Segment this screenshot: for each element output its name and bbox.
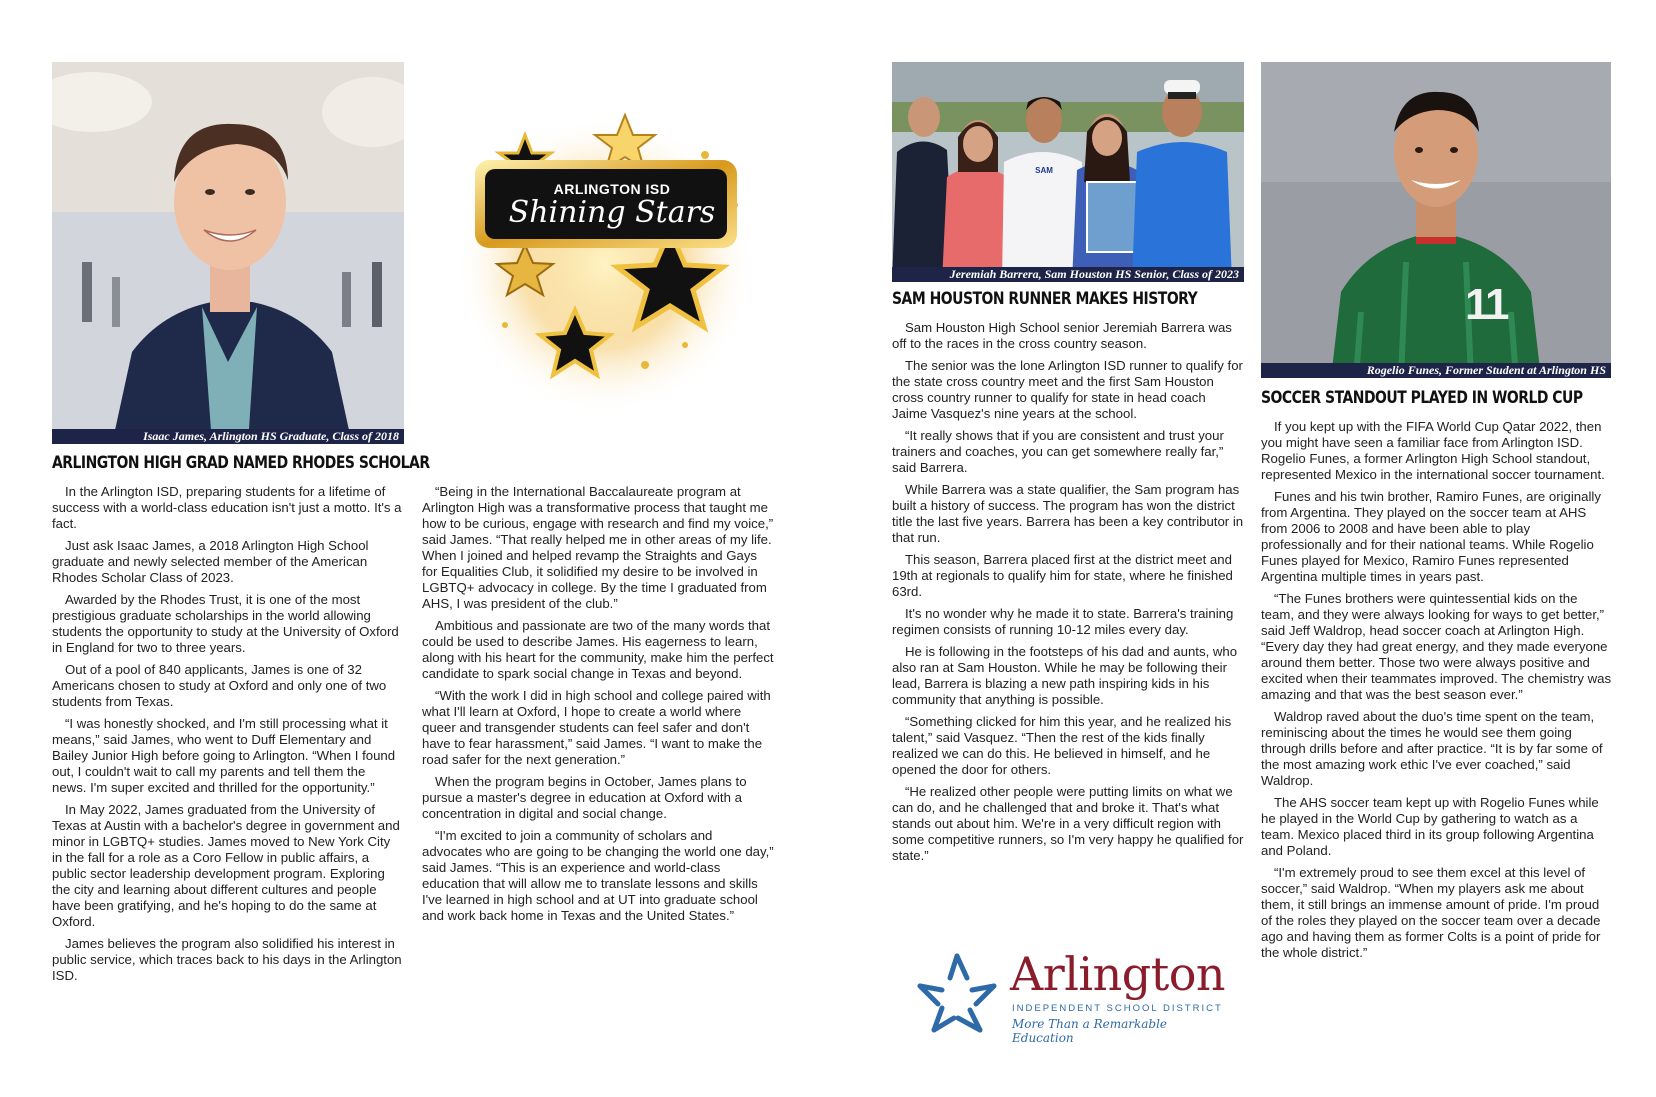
logo-sub: INDEPENDENT SCHOOL DISTRICT xyxy=(1012,1003,1223,1014)
paragraph: “Something clicked for him this year, and he realized his talent,” said Vasquez. “Then the rest of the kids finally realized we can do this. He believed in himself, and he opened the door for others. xyxy=(892,714,1232,777)
story1-column1 xyxy=(52,484,402,990)
family-illustration xyxy=(892,62,1244,282)
photo-caption: Rogelio Funes, Former Student at Arlington HS xyxy=(1261,363,1611,378)
shirt-text: SAM xyxy=(1035,166,1053,175)
paragraph: Funes and his twin brother, Ramiro Funes, are originally from Argentina. They played on the soccer team at AHS from 2006 to 2008 and have been able to play professionally and for their national teams. While Rogelio Funes played for Mexico, Ramiro Funes represented Argentina multiple times in years past. xyxy=(1261,489,1601,584)
stars-graphic xyxy=(445,95,765,415)
paragraph: “It really shows that if you are consistent and trust your trainers and coaches, you can get somewhere really far,” said Barrera. xyxy=(892,428,1224,475)
paragraph: Sam Houston High School senior Jeremiah Barrera was off to the races in the cross country season. xyxy=(892,320,1232,351)
story2-column xyxy=(892,320,1244,870)
paragraph: Just ask Isaac James, a 2018 Arlington High School graduate and newly selected member of the American Rhodes Scholar Class of 2023. xyxy=(52,538,369,585)
logo-name: Arlington xyxy=(1010,947,1226,1001)
paragraph: In May 2022, James graduated from the University of Texas at Austin with a bachelor's degree in government and minor in LGBTQ+ studies. James moved to New York City in the fall for a role as a Coro Fellow in public affairs, a public sector leadership development program. Exploring the city and learning about different cultures and people have been gratifying, and he's hoping to do the same at Oxford. xyxy=(52,802,400,929)
portrait-illustration xyxy=(52,62,404,444)
paragraph: The senior was the lone Arlington ISD runner to qualify for the state cross country meet and the first Sam Houston cross country runner to qualify for state in head coach Jaime Vasquez's nine years at the school. xyxy=(892,358,1243,421)
jersey-number: 11 xyxy=(1465,280,1508,329)
story1-column2 xyxy=(422,484,774,930)
paragraph: “Being in the International Baccalaureate program at Arlington High was a transformative process that taught me how to be curious, engage with research and find my voice,” said James. “That really helped me in other areas of my life. When I joined and helped revamp the Straights and Gays for Equalities Club, it solidified my desire to be involved in LGBTQ+ advocacy in college. By the time I graduated from AHS, I was president of the club.” xyxy=(422,484,774,611)
headline-world-cup: SOCCER STANDOUT PLAYED IN WORLD CUP xyxy=(1261,388,1583,408)
photo-barrera-family xyxy=(892,62,1244,282)
headline-rhodes-scholar: ARLINGTON HIGH GRAD NAMED RHODES SCHOLAR xyxy=(52,453,430,473)
paragraph: “I'm extremely proud to see them excel at this level of soccer,” said Waldrop. “When my players ask me about them, it still brings an immense amount of pride. I'm proud of the roles they played on the soccer team over a decade ago and having them as former Colts is a point of pride for the whole district.” xyxy=(1261,865,1601,960)
paragraph: “I was honestly shocked, and I'm still processing what it means,” said James, who went to Duff Elementary and Bailey Junior High before going to Arlington. “When I found out, I couldn't wait to call my parents and tell them the news. I'm super excited and thrilled for the opportunity.” xyxy=(52,716,396,795)
paragraph: While Barrera was a state qualifier, the Sam program has built a history of success. The program has won the district title the last five years. Barrera has been a key contributor in that run. xyxy=(892,482,1244,545)
photo-isaac-james xyxy=(52,62,404,444)
paragraph: It's no wonder why he made it to state. Barrera's training regimen consists of running 10-12 miles every day. xyxy=(892,606,1234,637)
star-emblem-icon xyxy=(912,948,1002,1038)
paragraph: “The Funes brothers were quintessential kids on the team, and they were always looking for ways to get better,” said Jeff Waldrop, head soccer coach at Arlington High. “Every day they had great energy, and they made everyone around them better. Those two were always positive and excited when their teammates improved. The chemistry was amazing and that was the best season ever.” xyxy=(1261,591,1612,702)
paragraph: If you kept up with the FIFA World Cup Qatar 2022, then you might have seen a familiar face from Arlington ISD. Rogelio Funes, a former Arlington High School standout, represented Mexico in the international soccer tournament. xyxy=(1261,419,1605,482)
paragraph: The AHS soccer team kept up with Rogelio Funes while he played in the World Cup by gathering to watch as a team. Mexico placed third in its group following Argentina and Poland. xyxy=(1261,795,1599,858)
paragraph: “With the work I did in high school and college paired with what I'll learn at Oxford, I hope to create a world where queer and transgender students can feel safer and don't have to fear harassment,” said James. “I want to make the road safer for the next generation.” xyxy=(422,688,771,767)
paragraph: In the Arlington ISD, preparing students for a lifetime of success with a world-class education isn't just a motto. It's a fact. xyxy=(52,484,402,531)
paragraph: When the program begins in October, James plans to pursue a master's degree in education at Oxford with a concentration in digital and social change. xyxy=(422,774,747,821)
player-illustration xyxy=(1261,62,1611,378)
shining-stars-logo xyxy=(445,95,765,415)
logo-line2: Shining Stars xyxy=(508,195,716,230)
paragraph: Out of a pool of 840 applicants, James is one of 32 Americans chosen to study at Oxford and only one of two students from Texas. xyxy=(52,662,387,709)
arlington-isd-logo xyxy=(912,947,1232,1045)
story3-column xyxy=(1261,419,1613,967)
logo-line1: ARLINGTON ISD xyxy=(553,181,671,197)
paragraph: “He realized other people were putting limits on what we can do, and he challenged that and broke it. That's what stands out about him. We're in a very difficult region with some competitive runners, so I'm very happy he qualified for state.” xyxy=(892,784,1244,863)
paragraph: This season, Barrera placed first at the district meet and 19th at regionals to qualify him for state, where he finished 63rd. xyxy=(892,552,1233,599)
paragraph: James believes the program also solidified his interest in public service, which traces back to his days in the Arlington ISD. xyxy=(52,936,402,983)
logo-tagline: More Than a Remarkable Education xyxy=(1012,1017,1168,1045)
paragraph: Waldrop raved about the duo's time spent on the team, reminiscing about the times he would see them going through drills before and after practice. “It is by far some of the most amazing work ethic I've ever coached,” said Waldrop. xyxy=(1261,709,1603,788)
paragraph: Awarded by the Rhodes Trust, it is one of the most prestigious graduate scholarships in the world allowing students the opportunity to study at the University of Oxford in England for two to three years. xyxy=(52,592,399,655)
photo-caption: Jeremiah Barrera, Sam Houston HS Senior, Class of 2023 xyxy=(892,267,1244,282)
photo-rogelio-funes xyxy=(1261,62,1611,378)
paragraph: He is following in the footsteps of his dad and aunts, who also ran at Sam Houston. While he may be following their lead, Barrera is blazing a new path inspiring kids in his community that anything is possible. xyxy=(892,644,1238,707)
headline-runner-history: SAM HOUSTON RUNNER MAKES HISTORY xyxy=(892,289,1198,309)
photo-caption: Isaac James, Arlington HS Graduate, Class of 2018 xyxy=(52,429,404,444)
paragraph: “I'm excited to join a community of scholars and advocates who are going to be changing the world one day,” said James. “This is an experience and world-class education that will allow me to translate lessons and skills I've learned in high school and at UT into graduate school and work back home in Texas and the United States.” xyxy=(422,828,774,923)
paragraph: Ambitious and passionate are two of the many words that could be used to describe James. His eagerness to learn, along with his heart for the community, make him the perfect candidate to spark social change in Texas and beyond. xyxy=(422,618,774,681)
